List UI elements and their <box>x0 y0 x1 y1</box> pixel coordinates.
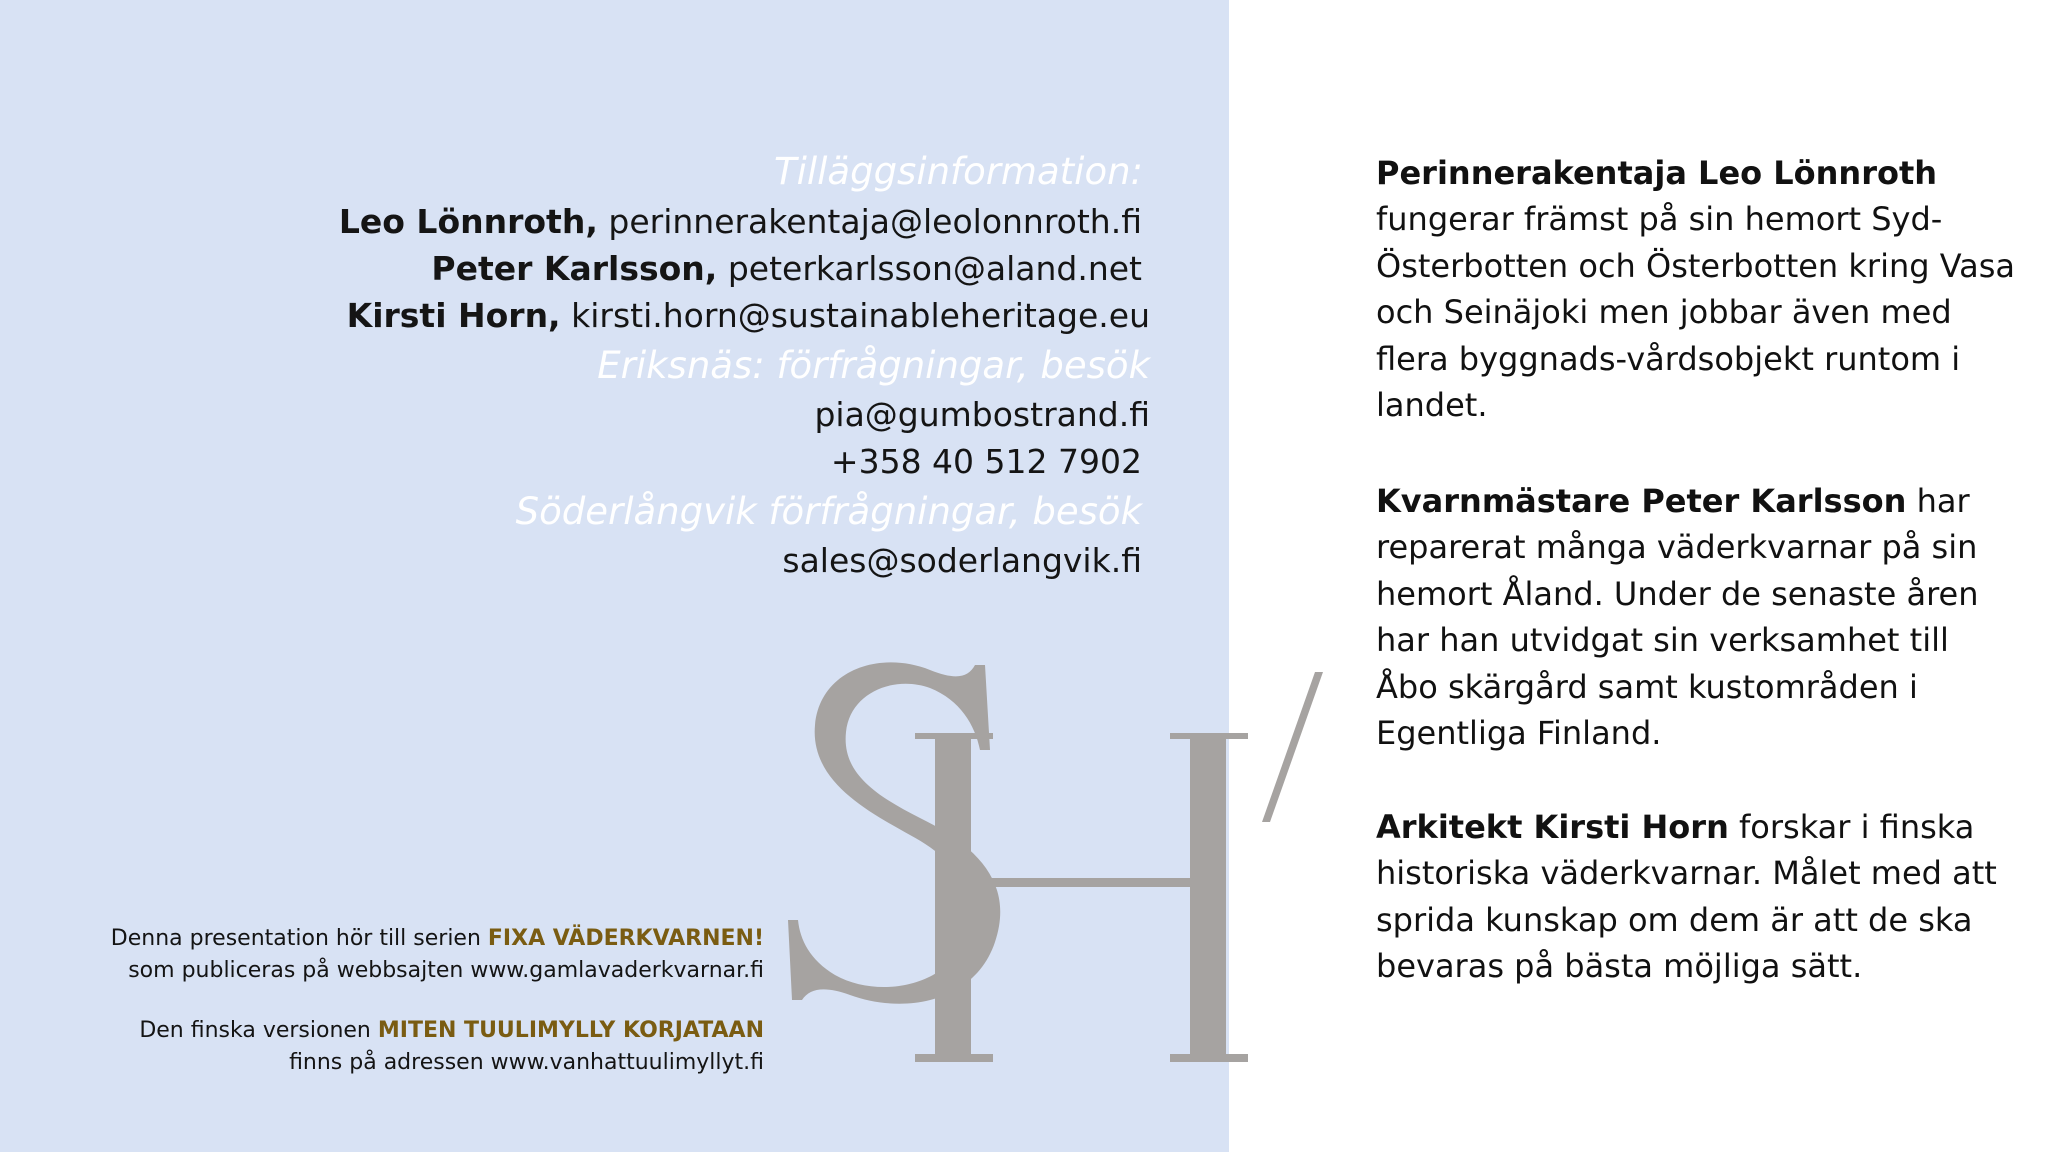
contact-name: Peter Karlsson, <box>431 249 718 288</box>
series-note <box>111 923 764 987</box>
contact-name: Kirsti Horn, <box>346 296 561 335</box>
contact-heading: Tilläggsinformation: <box>773 150 1143 193</box>
finnish-version-note <box>139 1015 764 1079</box>
contact-email[interactable]: kirsti.horn@sustainableheritage.eu <box>571 296 1150 335</box>
eriksnas-heading: Eriksnäs: förfrågningar, besök <box>597 344 1150 387</box>
contact-email[interactable]: peterkarlsson@aland.net <box>727 249 1142 288</box>
contact-peter <box>431 249 1142 288</box>
logo-h-right-stem <box>1190 735 1226 1060</box>
bio-leo <box>1376 150 2016 428</box>
bio-text: har reparerat många väderkvarnar på sin hemort Åland. Under de senaste åren har han utvidgat sin verksamhet till Åbo skärgård samt kustområden i Egentliga Finland. <box>1376 482 1979 752</box>
logo-h-left-stem <box>935 735 971 1060</box>
bio-text: fungerar främst på sin hemort Syd-Österbotten och Österbotten kring Vasa och Seinäjoki men jobbar även med flera byggnads-vårdsobjekt runtom i landet. <box>1376 200 2016 424</box>
logo-h-bottom-left-serif <box>915 1054 993 1062</box>
logo-h-top-left-serif <box>915 733 993 739</box>
finnish-line-1 <box>139 1015 764 1047</box>
series-line-1 <box>111 923 764 955</box>
soderlangvik-email[interactable]: sales@soderlangvik.fi <box>782 541 1142 580</box>
bio-kirsti <box>1376 804 2016 990</box>
series-line-2: som publiceras på webbsajten www.gamlavaderkvarnar.fi <box>128 957 764 983</box>
eriksnas-phone: +358 40 512 7902 <box>830 442 1142 481</box>
series-text: Denna presentation hör till serien <box>110 926 488 951</box>
bio-name: Perinnerakentaja Leo Lönnroth <box>1376 154 1938 192</box>
contact-email[interactable]: perinnerakentaja@leolonnroth.fi <box>608 202 1142 241</box>
logo-h-bottom-right-serif <box>1170 1054 1248 1062</box>
bio-text: forskar i finska historiska väderkvarnar. Målet med att sprida kunskap om dem är att de ska bevaras på bästa möjliga sätt. <box>1376 808 1997 986</box>
eriksnas-email[interactable]: pia@gumbostrand.fi <box>814 395 1150 434</box>
logo-h-top-right-serif <box>1170 733 1248 739</box>
sh-logo <box>770 630 1330 1100</box>
bio-name: Kvarnmästare Peter Karlsson <box>1376 482 1907 520</box>
contact-kirsti <box>347 296 1150 335</box>
logo-slash <box>1262 672 1323 822</box>
finnish-text: Den finska versionen <box>139 1018 378 1043</box>
contact-leo <box>339 202 1142 241</box>
bio-name: Arkitekt Kirsti Horn <box>1376 808 1729 846</box>
soderlangvik-heading: Söderlångvik förfrågningar, besök <box>515 490 1142 533</box>
bio-peter <box>1376 478 2016 756</box>
finnish-line-2: finns på adressen www.vanhattuulimyllyt.fi <box>289 1049 764 1075</box>
contact-name: Leo Lönnroth, <box>338 202 598 241</box>
logo-h-crossbar <box>971 878 1190 887</box>
series-title: FIXA VÄDERKVARNEN! <box>487 926 764 951</box>
finnish-title: MITEN TUULIMYLLY KORJATAAN <box>377 1018 764 1043</box>
